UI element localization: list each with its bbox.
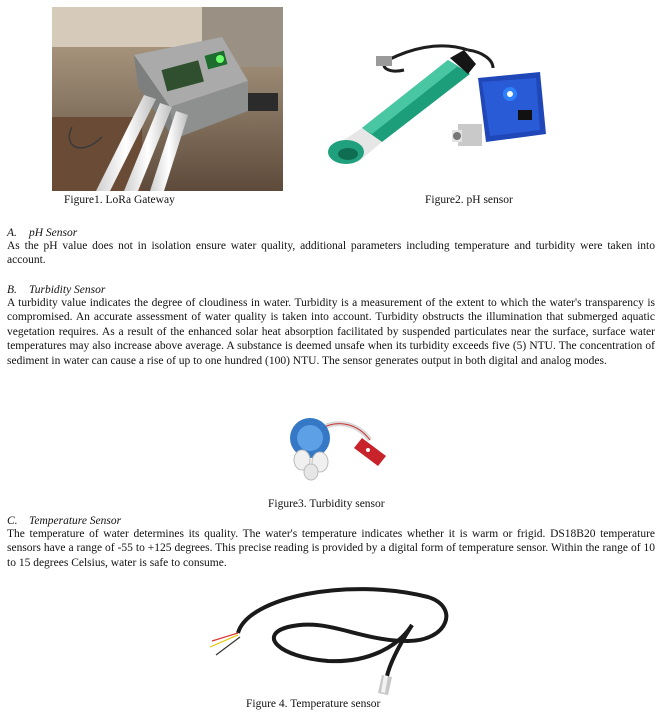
section-b-title: Turbidity Sensor	[29, 284, 106, 296]
section-a-title: pH Sensor	[29, 227, 78, 239]
section-a-number: A.	[7, 227, 17, 239]
figure-3-caption: Figure3. Turbidity sensor	[268, 498, 385, 510]
section-b-body: A turbidity value indicates the degree of cloudiness in water. Turbidity is a measurement of the extent to which the water's transparency is compromised. An accurate assessment of water quality is taken into account. Turbidity obstructs the illumination that submerged aquatic vegetation requires. As a result of the enhanced solar heat absorption facilitated by suspended particulates near the surface, surface water temperatures may also increase above average. A substance is deemed unsafe when its turbidity exceeds five (5) NTU. The concentration of sediment in water can cause a rise of up to one hundred (100) NTU. The sensor generates output in both digital and analog modes.	[7, 297, 655, 367]
section-b-heading	[7, 283, 105, 297]
section-b-number: B.	[7, 284, 17, 296]
section-c-title: Temperature Sensor	[29, 515, 122, 527]
section-a-body: As the pH value does not in isolation ensure water quality, additional parameters including temperature and turbidity were taken into account.	[7, 240, 655, 267]
figure-1-caption: Figure1. LoRa Gateway	[64, 194, 175, 206]
section-a-heading	[7, 226, 77, 240]
figure-4-image	[198, 577, 460, 695]
figure-1-image	[52, 7, 283, 191]
section-c-heading	[7, 514, 121, 528]
figure-3-image	[278, 410, 394, 486]
figure-2-caption: Figure2. pH sensor	[425, 194, 513, 206]
figure-2-image	[318, 30, 550, 176]
section-c-body: The temperature of water determines its quality. The water's temperature indicates whether it is warm or frigid. DS18B20 temperature sensors have a range of -55 to +125 degrees. This precise reading is provided by a digital form of temperature sensor. Within the range of 10 to 15 degrees Celsius, water is safe to consume.	[7, 528, 655, 569]
section-c-number: C.	[7, 515, 18, 527]
figure-4-caption: Figure 4. Temperature sensor	[246, 698, 381, 710]
